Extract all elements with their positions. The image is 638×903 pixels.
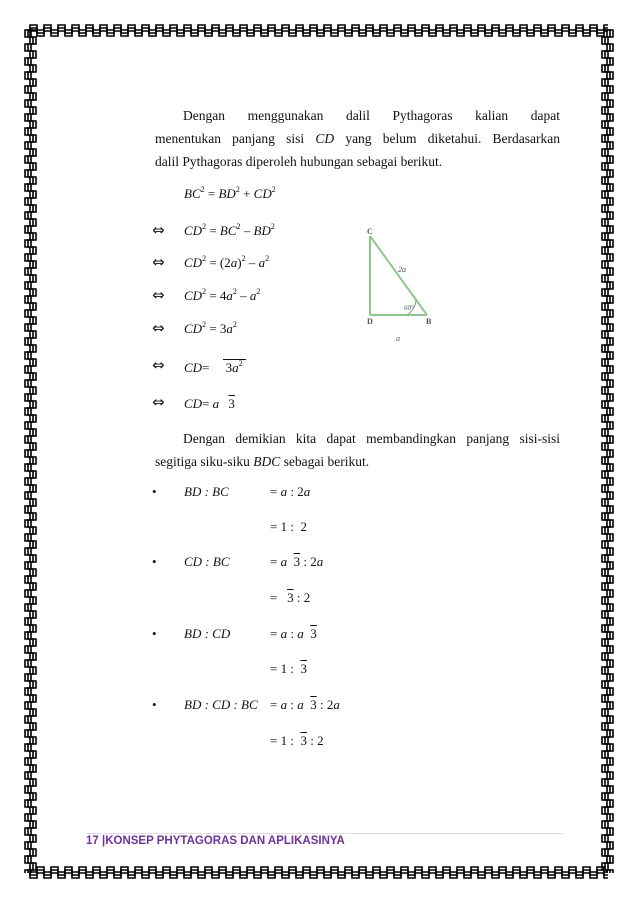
ratio-2-value: = a 3 : 2a (270, 554, 324, 569)
equation-3: $CD^2 = (2a)^2 - a^2$ (184, 254, 270, 270)
intro-line-1: Dengan menggunakan dalil Pythagoras kalian dapat (183, 108, 560, 123)
ratio-3-simplified: = 1 : 3 (270, 661, 307, 676)
ratio-1-value: = a : 2a (270, 484, 311, 499)
vertex-label-c: C (367, 227, 373, 236)
vertex-label-b: B (426, 317, 432, 326)
ratio-3-label: BD : CD (184, 626, 231, 641)
ratio-2-label: CD : BC (184, 554, 230, 569)
bullet: • (152, 554, 157, 569)
equation-2: $CD^2 = BC^2 - BD^2$ (184, 222, 275, 238)
ratio-1-simplified: = 1 : 2 (270, 519, 307, 534)
comparison-line-1: Dengan demikian kita dapat membandingkan panjang sisi-sisi (183, 431, 560, 446)
intro-paragraph (155, 104, 560, 173)
comparison-line-2: segitiga siku-siku BDC sebagai berikut. (155, 454, 370, 469)
equivalence-symbol: ⇔ (152, 253, 165, 271)
ratio-4-simplified: = 1 : 3 : 2 (270, 733, 324, 748)
angle-label: 60° (404, 304, 414, 312)
bullet: • (152, 484, 157, 499)
ratio-3-value: = a : a 3 (270, 626, 317, 641)
footer-divider (86, 833, 563, 834)
bullet: • (152, 626, 157, 641)
base-label: a (396, 334, 400, 343)
hypotenuse-label: 2a (398, 265, 406, 274)
intro-line-3: dalil Pythagoras diperoleh hubungan sebagai berikut. (155, 154, 443, 169)
bdc-label: BDC (253, 454, 281, 469)
ratio-4-value: = a : a 3 : 2a (270, 697, 340, 712)
equation-6: $CD= 3a^2$ (184, 359, 246, 376)
intro-line-2-b: yang belum diketahui. Berdasarkan (334, 131, 560, 146)
comparison-paragraph (155, 427, 560, 473)
equation-4: $CD^2 = 4a^2 - a^2$ (184, 287, 261, 303)
equation-1: $BC^2 = BD^2 + CD^2$ (184, 185, 276, 201)
intro-line-2-a: menentukan panjang sisi (155, 131, 316, 146)
right-triangle-figure (356, 222, 446, 346)
equivalence-symbol: ⇔ (152, 356, 165, 374)
equivalence-symbol: ⇔ (152, 221, 165, 239)
ratio-2-simplified: = 3 : 2 (270, 590, 311, 605)
bullet: • (152, 697, 157, 712)
equation-7: CD= a 3 (184, 396, 235, 411)
equivalence-symbol: ⇔ (152, 319, 165, 337)
equivalence-symbol: ⇔ (152, 393, 165, 411)
vertex-label-d: D (367, 317, 373, 326)
intro-cd: CD (315, 131, 335, 146)
equation-5: $CD^2 = 3a^2$ (184, 320, 237, 336)
page-footer: 17 |KONSEP PHYTAGORAS DAN APLIKASINYA (86, 835, 345, 847)
equivalence-symbol: ⇔ (152, 286, 165, 304)
intro-line-2 (155, 127, 560, 150)
ratio-1-label: BD : BC (184, 484, 229, 499)
ratio-4-label: BD : CD : BC (184, 697, 258, 712)
